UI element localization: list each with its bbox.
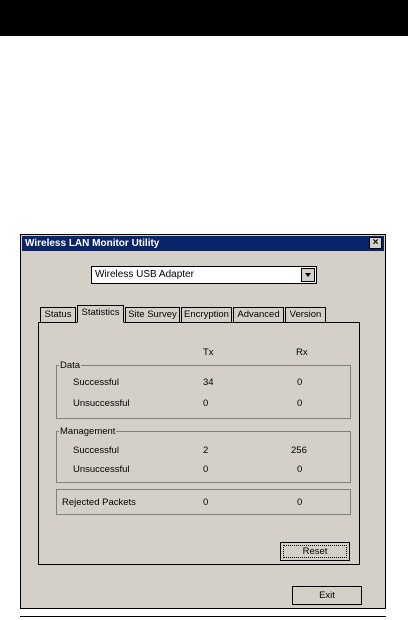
data-group [56, 360, 351, 419]
exit-button[interactable] [292, 586, 362, 605]
top-black-bar [0, 0, 408, 36]
mgmt-unsuccessful-rx: 0 [297, 464, 303, 475]
rx-column-header: Rx [296, 347, 308, 358]
tab-encryption[interactable] [181, 307, 232, 322]
mgmt-successful-tx: 2 [203, 445, 209, 456]
data-successful-rx: 0 [297, 377, 303, 388]
tab-label: Encryption [184, 309, 229, 320]
data-unsuccessful-tx: 0 [203, 398, 209, 409]
adapter-select-value: Wireless USB Adapter [95, 269, 194, 280]
close-icon: × [372, 237, 379, 248]
tab-status[interactable] [40, 307, 76, 322]
chevron-down-icon[interactable] [301, 268, 315, 282]
mgmt-successful-label: Successful [73, 445, 119, 456]
close-button[interactable] [369, 237, 382, 249]
tab-label: Statistics [81, 307, 120, 318]
tab-advanced[interactable] [233, 307, 284, 322]
tab-statistics[interactable] [77, 305, 124, 323]
tab-label: Advanced [237, 309, 280, 320]
adapter-select[interactable] [91, 266, 317, 284]
data-unsuccessful-rx: 0 [297, 398, 303, 409]
monitor-window [20, 234, 386, 609]
rejected-rx: 0 [297, 497, 303, 508]
tx-column-header: Tx [203, 347, 214, 358]
mgmt-successful-rx: 256 [291, 445, 307, 456]
tab-site-survey[interactable] [125, 307, 180, 322]
reset-button-label: Reset [283, 545, 347, 558]
mgmt-unsuccessful-tx: 0 [203, 464, 209, 475]
tab-label: Version [289, 309, 322, 320]
window-title: Wireless LAN Monitor Utility [25, 238, 160, 249]
page-rule [20, 616, 386, 617]
management-group-label: Management [60, 426, 116, 437]
tab-label: Status [44, 309, 72, 320]
statistics-panel [38, 322, 360, 565]
data-successful-tx: 34 [203, 377, 214, 388]
rejected-tx: 0 [203, 497, 209, 508]
title-bar[interactable] [22, 236, 384, 251]
rejected-label: Rejected Packets [62, 497, 136, 508]
tab-label: Site Survey [128, 309, 177, 320]
mgmt-unsuccessful-label: Unsuccessful [73, 464, 130, 475]
data-unsuccessful-label: Unsuccessful [73, 398, 130, 409]
management-group [56, 426, 351, 483]
reset-button[interactable] [280, 542, 350, 561]
data-group-label: Data [60, 360, 81, 371]
exit-button-label: Exit [319, 590, 335, 601]
tab-version[interactable] [285, 307, 326, 322]
data-successful-label: Successful [73, 377, 119, 388]
